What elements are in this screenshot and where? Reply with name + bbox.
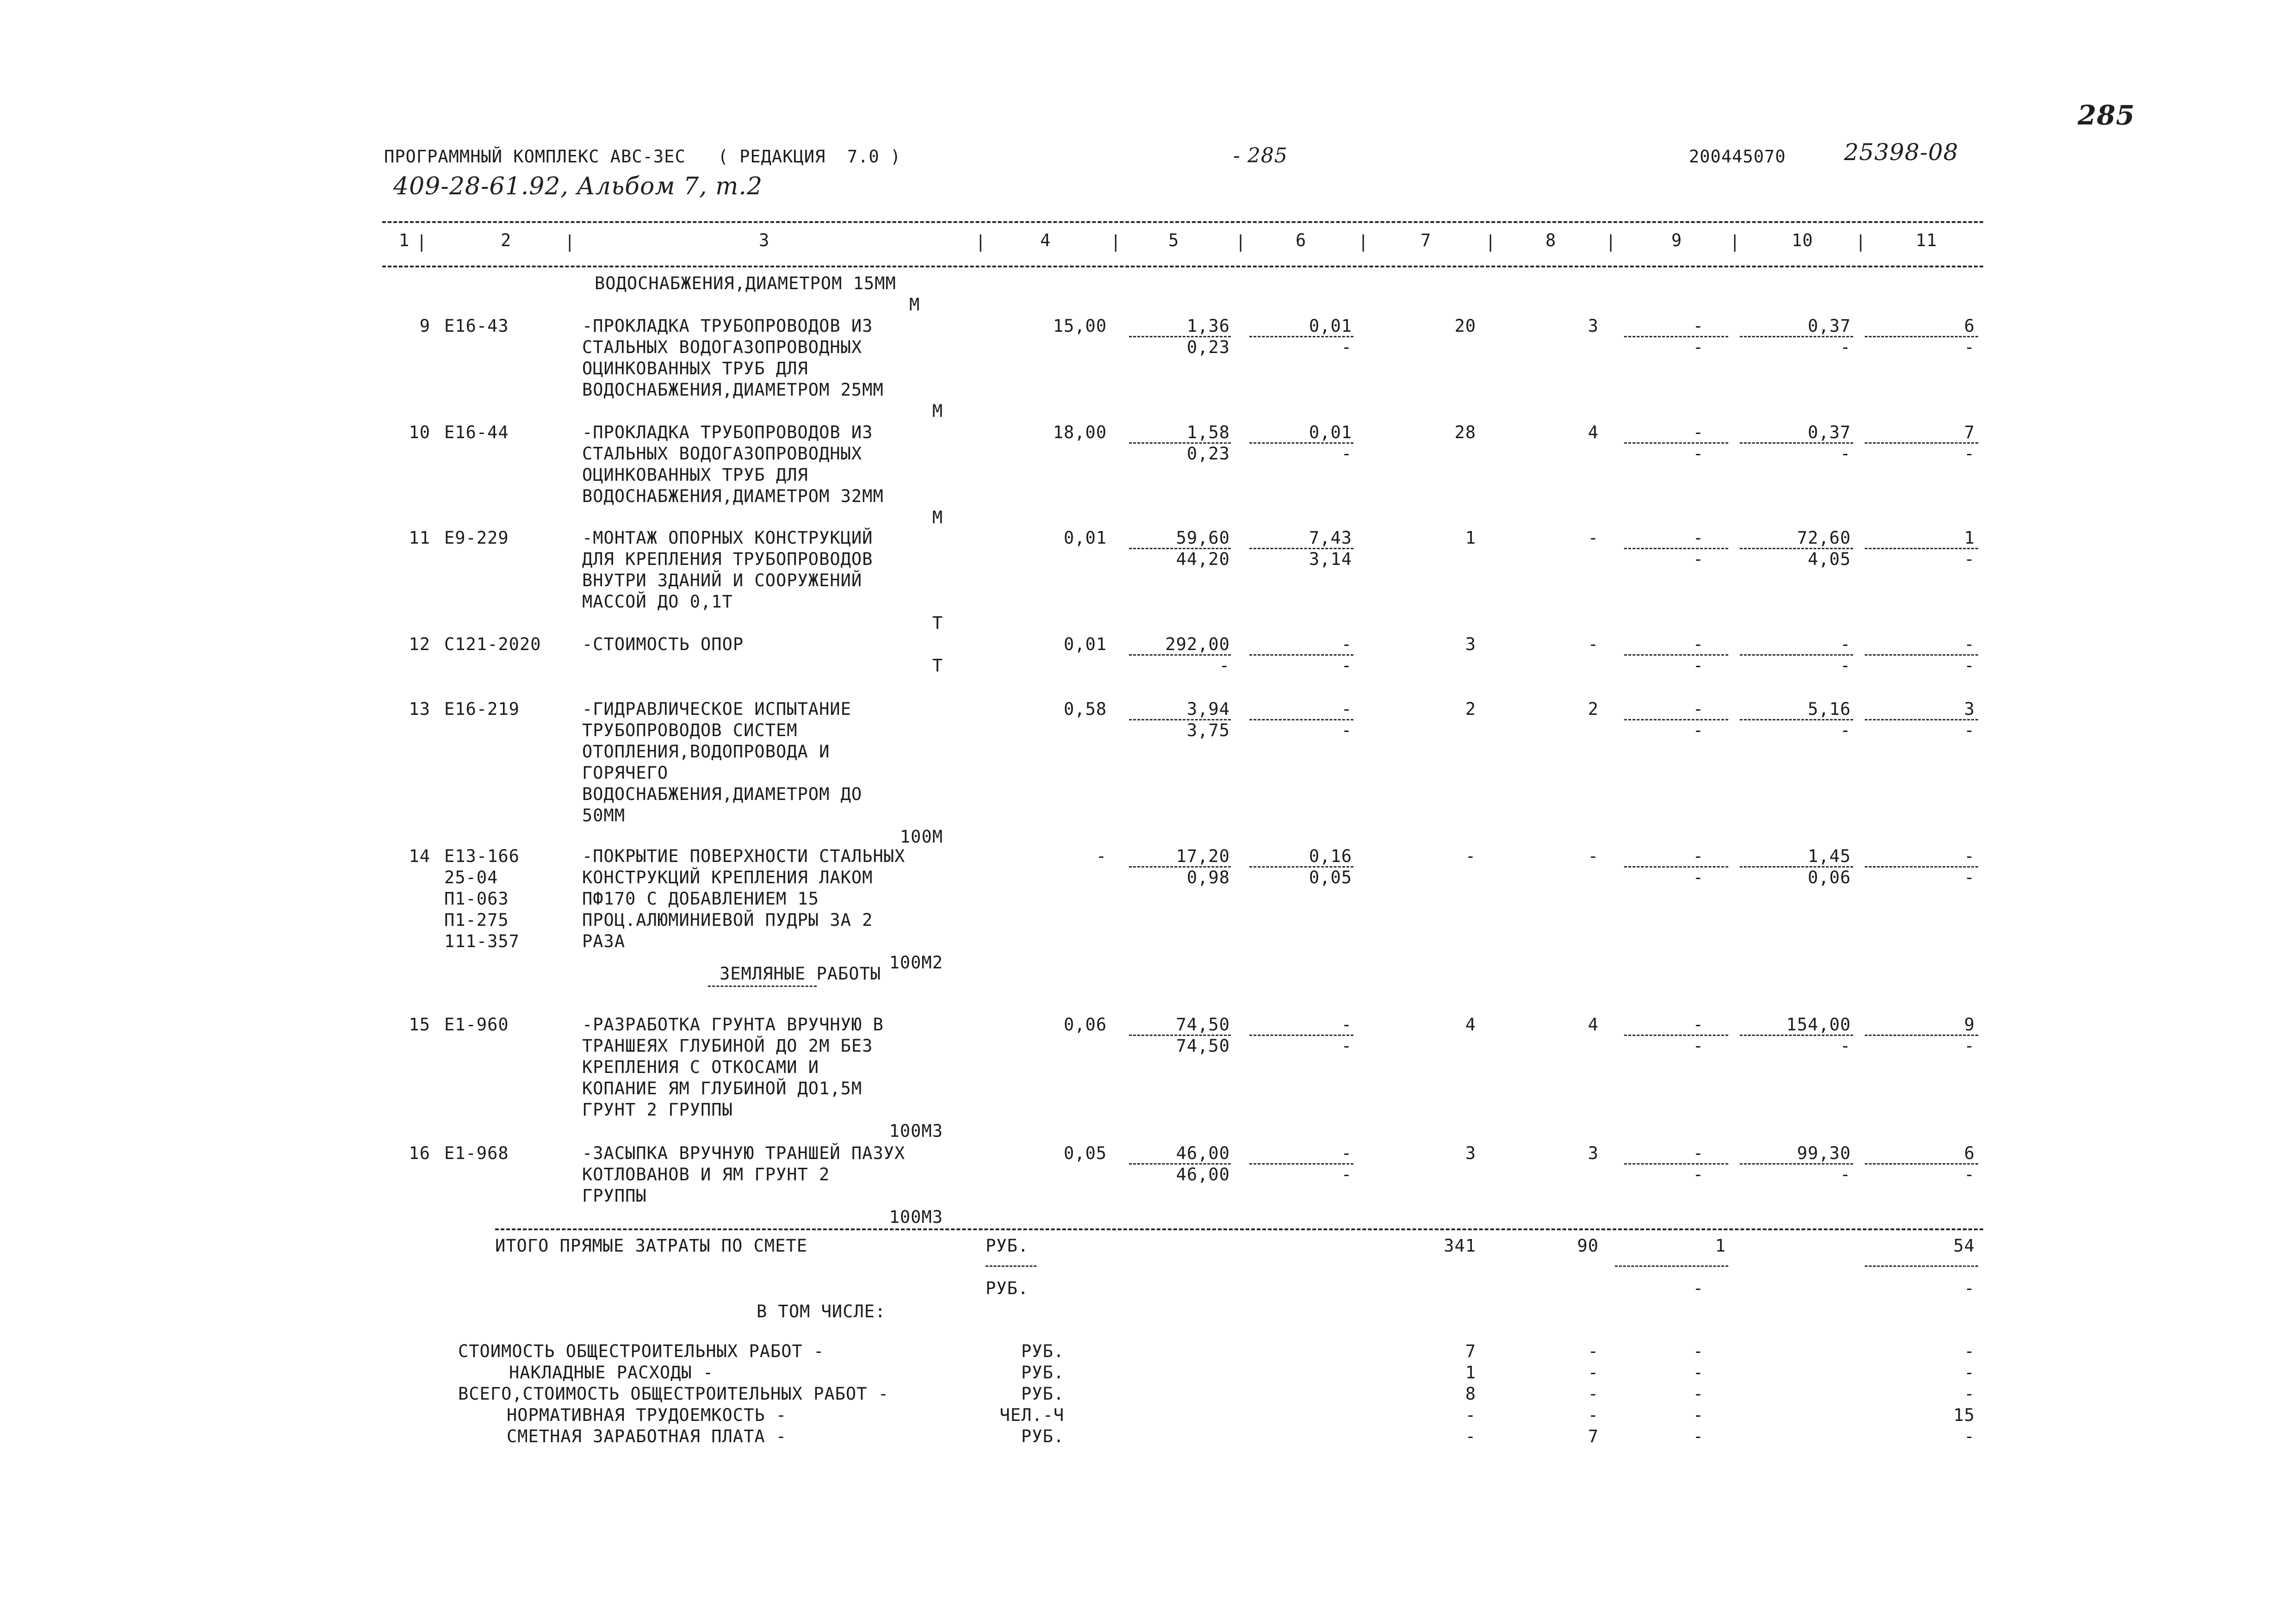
column-separator: |	[416, 232, 427, 252]
column-header-3: 3	[759, 230, 770, 250]
value-c9: -	[1693, 634, 1704, 654]
work-description: -ЗАСЫПКА ВРУЧНУЮ ТРАНШЕЙ ПАЗУХ	[582, 1143, 906, 1163]
value-c6: -	[1341, 1143, 1352, 1163]
work-description: ОЦИНКОВАННЫХ ТРУБ ДЛЯ	[582, 465, 808, 485]
value-c6-second: -	[1341, 656, 1352, 676]
row-number: 15	[409, 1015, 430, 1035]
totals-c9-rule	[1615, 1265, 1728, 1267]
value-c10: 99,30	[1797, 1143, 1851, 1163]
value-c11-second: -	[1964, 337, 1975, 357]
rule-col10	[1740, 1163, 1853, 1165]
value-c10-second: 4,05	[1807, 549, 1851, 569]
value-c5: 292,00	[1165, 634, 1230, 654]
resource-code: Е1-968	[444, 1143, 509, 1163]
unit-of-measure: 100М3	[889, 1207, 943, 1227]
totals-unit: РУБ.	[986, 1236, 1029, 1256]
value-c6-second: -	[1341, 1036, 1352, 1056]
row-number: 11	[409, 528, 430, 548]
value-c8: -	[1588, 846, 1599, 866]
column-separator: |	[975, 232, 986, 252]
summary-c7: -	[1465, 1405, 1476, 1425]
rule-col10	[1740, 654, 1853, 656]
value-c9-second: -	[1693, 337, 1704, 357]
work-description: -СТОИМОСТЬ ОПОР	[582, 634, 744, 654]
rule-col6	[1249, 1035, 1353, 1036]
value-c4: 15,00	[1053, 316, 1107, 336]
value-c11: 3	[1964, 699, 1975, 719]
summary-label: ВСЕГО,СТОИМОСТЬ ОБЩЕСТРОИТЕЛЬНЫХ РАБОТ -	[458, 1384, 889, 1404]
value-c9-second: -	[1693, 1165, 1704, 1184]
column-header-2: 2	[501, 230, 512, 250]
page-mark: - 285	[1233, 144, 1288, 167]
value-c10: 5,16	[1807, 699, 1851, 719]
totals-label: ИТОГО ПРЯМЫЕ ЗАТРАТЫ ПО СМЕТЕ	[495, 1236, 808, 1256]
value-c5: 1,58	[1186, 422, 1230, 442]
value-c6-second: 0,05	[1309, 868, 1352, 887]
value-c10: 1,45	[1807, 846, 1851, 866]
rule-col6	[1249, 336, 1353, 337]
unit-of-measure: Т	[932, 613, 943, 633]
summary-c7: 7	[1465, 1341, 1476, 1361]
value-c9: -	[1693, 1015, 1704, 1035]
work-description: -ПРОКЛАДКА ТРУБОПРОВОДОВ ИЗ	[582, 316, 873, 336]
value-c4: -	[1096, 846, 1107, 866]
value-c10-second: -	[1840, 1165, 1851, 1184]
value-c9-second: -	[1693, 868, 1704, 887]
summary-c8: -	[1588, 1341, 1599, 1361]
rule-col11	[1865, 719, 1978, 720]
totals-c9: 1	[1715, 1236, 1726, 1256]
value-c10-second: 0,06	[1807, 868, 1851, 887]
work-description: СТАЛЬНЫХ ВОДОГАЗОПРОВОДНЫХ	[582, 337, 863, 357]
work-description: КОТЛОВАНОВ И ЯМ ГРУНТ 2	[582, 1165, 830, 1184]
summary-c7: -	[1465, 1426, 1476, 1446]
column-header-9: 9	[1671, 230, 1682, 250]
value-c6-second: -	[1341, 1165, 1352, 1184]
rule-col11	[1865, 1163, 1978, 1165]
column-separator: |	[1485, 232, 1496, 252]
column-header-4: 4	[1040, 230, 1051, 250]
value-c9: -	[1693, 422, 1704, 442]
work-description: МАССОЙ ДО 0,1Т	[582, 592, 733, 612]
continuation-unit: М	[909, 295, 920, 315]
value-c9-second: -	[1693, 1036, 1704, 1056]
work-description: -РАЗРАБОТКА ГРУНТА ВРУЧНУЮ В	[582, 1015, 884, 1035]
work-description: ПФ170 С ДОБАВЛЕНИЕМ 15	[582, 889, 819, 909]
totals-c11: 54	[1953, 1236, 1975, 1256]
work-description: -ГИДРАВЛИЧЕСКОЕ ИСПЫТАНИЕ	[582, 699, 851, 719]
continuation-text: ВОДОСНАБЖЕНИЯ,ДИАМЕТРОМ 15ММ	[595, 273, 896, 293]
rule-col10	[1740, 1035, 1853, 1036]
value-c8: -	[1588, 528, 1599, 548]
value-c8: 3	[1588, 1143, 1599, 1163]
resource-code: П1-275	[444, 910, 509, 930]
value-c10: -	[1840, 634, 1851, 654]
column-header-7: 7	[1421, 230, 1432, 250]
work-description: КОНСТРУКЦИЙ КРЕПЛЕНИЯ ЛАКОМ	[582, 868, 873, 887]
rule-col11	[1865, 654, 1978, 656]
value-c6-second: -	[1341, 720, 1352, 740]
value-c10: 72,60	[1797, 528, 1851, 548]
rule-col11	[1865, 336, 1978, 337]
value-c8: 3	[1588, 316, 1599, 336]
summary-c9: -	[1693, 1341, 1704, 1361]
rule-col6	[1249, 442, 1353, 444]
work-description: ТРУБОПРОВОДОВ СИСТЕМ	[582, 720, 798, 740]
summary-c8: 7	[1588, 1426, 1599, 1446]
rule-col5	[1129, 654, 1231, 656]
value-c4: 0,05	[1063, 1143, 1107, 1163]
work-description: ТРАНШЕЯХ ГЛУБИНОЙ ДО 2М БЕЗ	[582, 1036, 873, 1056]
value-c6-second: 3,14	[1309, 549, 1352, 569]
rule-col6	[1249, 719, 1353, 720]
value-c4: 0,01	[1063, 528, 1107, 548]
value-c11: 9	[1964, 1015, 1975, 1035]
rule-col9	[1624, 1163, 1728, 1165]
column-header-11: 11	[1916, 230, 1937, 250]
resource-code: Е9-229	[444, 528, 509, 548]
rule-col6	[1249, 1163, 1353, 1165]
value-c11: 1	[1964, 528, 1975, 548]
value-c10: 0,37	[1807, 422, 1851, 442]
work-description: ГОРЯЧЕГО	[582, 763, 669, 783]
work-description: КРЕПЛЕНИЯ С ОТКОСАМИ И	[582, 1057, 819, 1077]
work-description: ГРУППЫ	[582, 1186, 647, 1206]
totals-c11-second: -	[1964, 1278, 1975, 1298]
column-separator: |	[1111, 232, 1121, 252]
work-description: 50ММ	[582, 806, 626, 825]
resource-code: Е13-166	[444, 846, 520, 866]
value-c11-second: -	[1964, 656, 1975, 676]
summary-c9: -	[1693, 1405, 1704, 1425]
value-c7: 3	[1465, 1143, 1476, 1163]
column-separator: |	[565, 232, 575, 252]
rule-col6	[1249, 654, 1353, 656]
column-header-10: 10	[1792, 230, 1813, 250]
value-c6: 0,01	[1309, 316, 1352, 336]
rule-col9	[1624, 866, 1728, 868]
project-reference: 409-28-61.92, Альбом 7, т.2	[393, 173, 763, 200]
summary-c8: -	[1588, 1405, 1599, 1425]
work-description: ОЦИНКОВАННЫХ ТРУБ ДЛЯ	[582, 359, 808, 378]
work-description: ПРОЦ.АЛЮМИНИЕВОЙ ПУДРЫ ЗА 2	[582, 910, 873, 930]
summary-c11: 15	[1953, 1405, 1975, 1425]
section-heading: ЗЕМЛЯНЫЕ РАБОТЫ	[720, 964, 881, 984]
value-c11-second: -	[1964, 444, 1975, 464]
value-c7: 4	[1465, 1015, 1476, 1035]
value-c8: 4	[1588, 422, 1599, 442]
column-separator: |	[1855, 232, 1866, 252]
work-description: -ПРОКЛАДКА ТРУБОПРОВОДОВ ИЗ	[582, 422, 873, 442]
work-description: -ПОКРЫТИЕ ПОВЕРХНОСТИ СТАЛЬНЫХ	[582, 846, 906, 866]
summary-c11: -	[1964, 1341, 1975, 1361]
value-c10-second: -	[1840, 444, 1851, 464]
work-description: РАЗА	[582, 931, 626, 951]
header-rule-top	[382, 221, 1983, 223]
value-c7: 2	[1465, 699, 1476, 719]
value-c11-second: -	[1964, 1036, 1975, 1056]
column-separator: |	[1358, 232, 1369, 252]
work-description: ВОДОСНАБЖЕНИЯ,ДИАМЕТРОМ 32ММ	[582, 486, 884, 506]
rule-col10	[1740, 336, 1853, 337]
row-number: 10	[409, 422, 430, 442]
resource-code: 25-04	[444, 868, 498, 887]
rule-col11	[1865, 1035, 1978, 1036]
resource-code: Е1-960	[444, 1015, 509, 1035]
value-c7: -	[1465, 846, 1476, 866]
value-c4: 0,01	[1063, 634, 1107, 654]
value-c11: 6	[1964, 316, 1975, 336]
summary-label: НОРМАТИВНАЯ ТРУДОЕМКОСТЬ -	[507, 1405, 787, 1425]
totals-c9-second: -	[1693, 1278, 1704, 1298]
value-c11-second: -	[1964, 1165, 1975, 1184]
value-c4: 0,58	[1063, 699, 1107, 719]
value-c6-second: -	[1341, 337, 1352, 357]
summary-c7: 1	[1465, 1363, 1476, 1383]
value-c11: 6	[1964, 1143, 1975, 1163]
value-c7: 3	[1465, 634, 1476, 654]
summary-unit: РУБ.	[1021, 1384, 1064, 1404]
value-c5: 74,50	[1176, 1015, 1230, 1035]
value-c6-second: -	[1341, 444, 1352, 464]
unit-of-measure: 100М	[900, 827, 943, 847]
totals-rule	[495, 1228, 1983, 1230]
work-description: ВОДОСНАБЖЕНИЯ,ДИАМЕТРОМ 25ММ	[582, 380, 884, 400]
work-description: ГРУНТ 2 ГРУППЫ	[582, 1100, 733, 1120]
column-header-8: 8	[1545, 230, 1557, 250]
value-c5-second: 0,23	[1186, 337, 1230, 357]
value-c6: 0,16	[1309, 846, 1352, 866]
summary-c11: -	[1964, 1384, 1975, 1404]
value-c9: -	[1693, 316, 1704, 336]
summary-c9: -	[1693, 1384, 1704, 1404]
rule-col9	[1624, 336, 1728, 337]
totals-unit-second: РУБ.	[986, 1278, 1029, 1298]
summary-unit: РУБ.	[1021, 1426, 1064, 1446]
rule-col9	[1624, 442, 1728, 444]
column-header-5: 5	[1168, 230, 1179, 250]
value-c8: 2	[1588, 699, 1599, 719]
value-c5: 1,36	[1186, 316, 1230, 336]
value-c5-second: 0,23	[1186, 444, 1230, 464]
value-c7: 28	[1454, 422, 1476, 442]
value-c6: 7,43	[1309, 528, 1352, 548]
value-c9: -	[1693, 846, 1704, 866]
value-c10-second: -	[1840, 1036, 1851, 1056]
value-c5-second: 74,50	[1176, 1036, 1230, 1056]
column-header-1: 1	[399, 230, 410, 250]
rule-col11	[1865, 442, 1978, 444]
column-separator: |	[1235, 232, 1246, 252]
rule-col9	[1624, 719, 1728, 720]
unit-of-measure: 100М3	[889, 1121, 943, 1141]
rule-col9	[1624, 1035, 1728, 1036]
summary-c9: -	[1693, 1363, 1704, 1383]
resource-code: С121-2020	[444, 634, 541, 654]
value-c7: 1	[1465, 528, 1476, 548]
unit-of-measure: Т	[932, 656, 943, 676]
value-c10: 154,00	[1786, 1015, 1851, 1035]
resource-code: П1-063	[444, 889, 509, 909]
unit-of-measure: М	[932, 401, 943, 421]
value-c5: 17,20	[1176, 846, 1230, 866]
summary-unit: ЧЕЛ.-Ч	[999, 1405, 1064, 1425]
row-number: 16	[409, 1143, 430, 1163]
column-header-6: 6	[1296, 230, 1307, 250]
row-number: 14	[409, 846, 430, 866]
value-c11-second: -	[1964, 868, 1975, 887]
row-number: 9	[419, 316, 430, 336]
value-c11: -	[1964, 846, 1975, 866]
row-number: 13	[409, 699, 430, 719]
work-description: -МОНТАЖ ОПОРНЫХ КОНСТРУКЦИЙ	[582, 528, 873, 548]
summary-unit: РУБ.	[1021, 1363, 1064, 1383]
rule-col10	[1740, 442, 1853, 444]
value-c9: -	[1693, 528, 1704, 548]
value-c10-second: -	[1840, 337, 1851, 357]
totals-c8: 90	[1577, 1236, 1599, 1256]
value-c8: -	[1588, 634, 1599, 654]
including-label: В ТОМ ЧИСЛЕ:	[757, 1302, 886, 1321]
header-rule-bottom	[382, 266, 1983, 267]
work-description: КОПАНИЕ ЯМ ГЛУБИНОЙ ДО1,5М	[582, 1079, 863, 1098]
unit-of-measure: М	[932, 508, 943, 527]
value-c9-second: -	[1693, 656, 1704, 676]
work-description: ВНУТРИ ЗДАНИЙ И СООРУЖЕНИЙ	[582, 570, 863, 590]
rule-col11	[1865, 866, 1978, 868]
value-c5: 59,60	[1176, 528, 1230, 548]
summary-c9: -	[1693, 1426, 1704, 1446]
value-c5-second: 3,75	[1186, 720, 1230, 740]
document-code: 200445070	[1689, 147, 1786, 167]
value-c6: -	[1341, 699, 1352, 719]
value-c5-second: 44,20	[1176, 549, 1230, 569]
column-separator: |	[1606, 232, 1616, 252]
value-c5-second: -	[1219, 656, 1230, 676]
value-c11: 7	[1964, 422, 1975, 442]
value-c11-second: -	[1964, 720, 1975, 740]
resource-code: Е16-44	[444, 422, 509, 442]
value-c5-second: 0,98	[1186, 868, 1230, 887]
summary-c8: -	[1588, 1384, 1599, 1404]
value-c6: -	[1341, 634, 1352, 654]
totals-c7: 341	[1444, 1236, 1476, 1256]
totals-unit-rule	[986, 1265, 1036, 1267]
value-c5: 3,94	[1186, 699, 1230, 719]
row-number: 12	[409, 634, 430, 654]
summary-c8: -	[1588, 1363, 1599, 1383]
corner-page-number: 285	[2078, 99, 2135, 131]
column-separator: |	[1730, 232, 1740, 252]
value-c9-second: -	[1693, 444, 1704, 464]
work-description: ВОДОСНАБЖЕНИЯ,ДИАМЕТРОМ ДО	[582, 784, 863, 804]
value-c10-second: -	[1840, 656, 1851, 676]
value-c9: -	[1693, 1143, 1704, 1163]
section-heading-underline	[708, 986, 817, 987]
value-c9: -	[1693, 699, 1704, 719]
work-description: ДЛЯ КРЕПЛЕНИЯ ТРУБОПРОВОДОВ	[582, 549, 873, 569]
value-c10: 0,37	[1807, 316, 1851, 336]
value-c4: 0,06	[1063, 1015, 1107, 1035]
resource-code: 111-357	[444, 931, 520, 951]
program-header: ПРОГРАММНЫЙ КОМПЛЕКС АВС-3ЕС ( РЕДАКЦИЯ 7.0 )	[384, 147, 901, 167]
value-c11: -	[1964, 634, 1975, 654]
work-description: ОТОПЛЕНИЯ,ВОДОПРОВОДА И	[582, 742, 830, 762]
value-c5: 46,00	[1176, 1143, 1230, 1163]
document-number: 25398-08	[1844, 139, 1959, 166]
value-c8: 4	[1588, 1015, 1599, 1035]
value-c7: 20	[1454, 316, 1476, 336]
rule-col9	[1624, 548, 1728, 549]
value-c4: 18,00	[1053, 422, 1107, 442]
resource-code: Е16-219	[444, 699, 520, 719]
rule-col11	[1865, 548, 1978, 549]
value-c9-second: -	[1693, 549, 1704, 569]
summary-unit: РУБ.	[1021, 1341, 1064, 1361]
value-c11-second: -	[1964, 549, 1975, 569]
value-c9-second: -	[1693, 720, 1704, 740]
value-c6: -	[1341, 1015, 1352, 1035]
work-description: СТАЛЬНЫХ ВОДОГАЗОПРОВОДНЫХ	[582, 444, 863, 464]
value-c6: 0,01	[1309, 422, 1352, 442]
summary-c7: 8	[1465, 1384, 1476, 1404]
summary-c11: -	[1964, 1426, 1975, 1446]
rule-col9	[1624, 654, 1728, 656]
summary-label: СМЕТНАЯ ЗАРАБОТНАЯ ПЛАТА -	[507, 1426, 787, 1446]
summary-c11: -	[1964, 1363, 1975, 1383]
value-c5-second: 46,00	[1176, 1165, 1230, 1184]
value-c10-second: -	[1840, 720, 1851, 740]
summary-label: СТОИМОСТЬ ОБЩЕСТРОИТЕЛЬНЫХ РАБОТ -	[458, 1341, 825, 1361]
rule-col10	[1740, 719, 1853, 720]
summary-label: НАКЛАДНЫЕ РАСХОДЫ -	[509, 1363, 714, 1383]
resource-code: Е16-43	[444, 316, 509, 336]
unit-of-measure: 100М2	[889, 953, 943, 973]
totals-c11-rule	[1865, 1265, 1978, 1267]
